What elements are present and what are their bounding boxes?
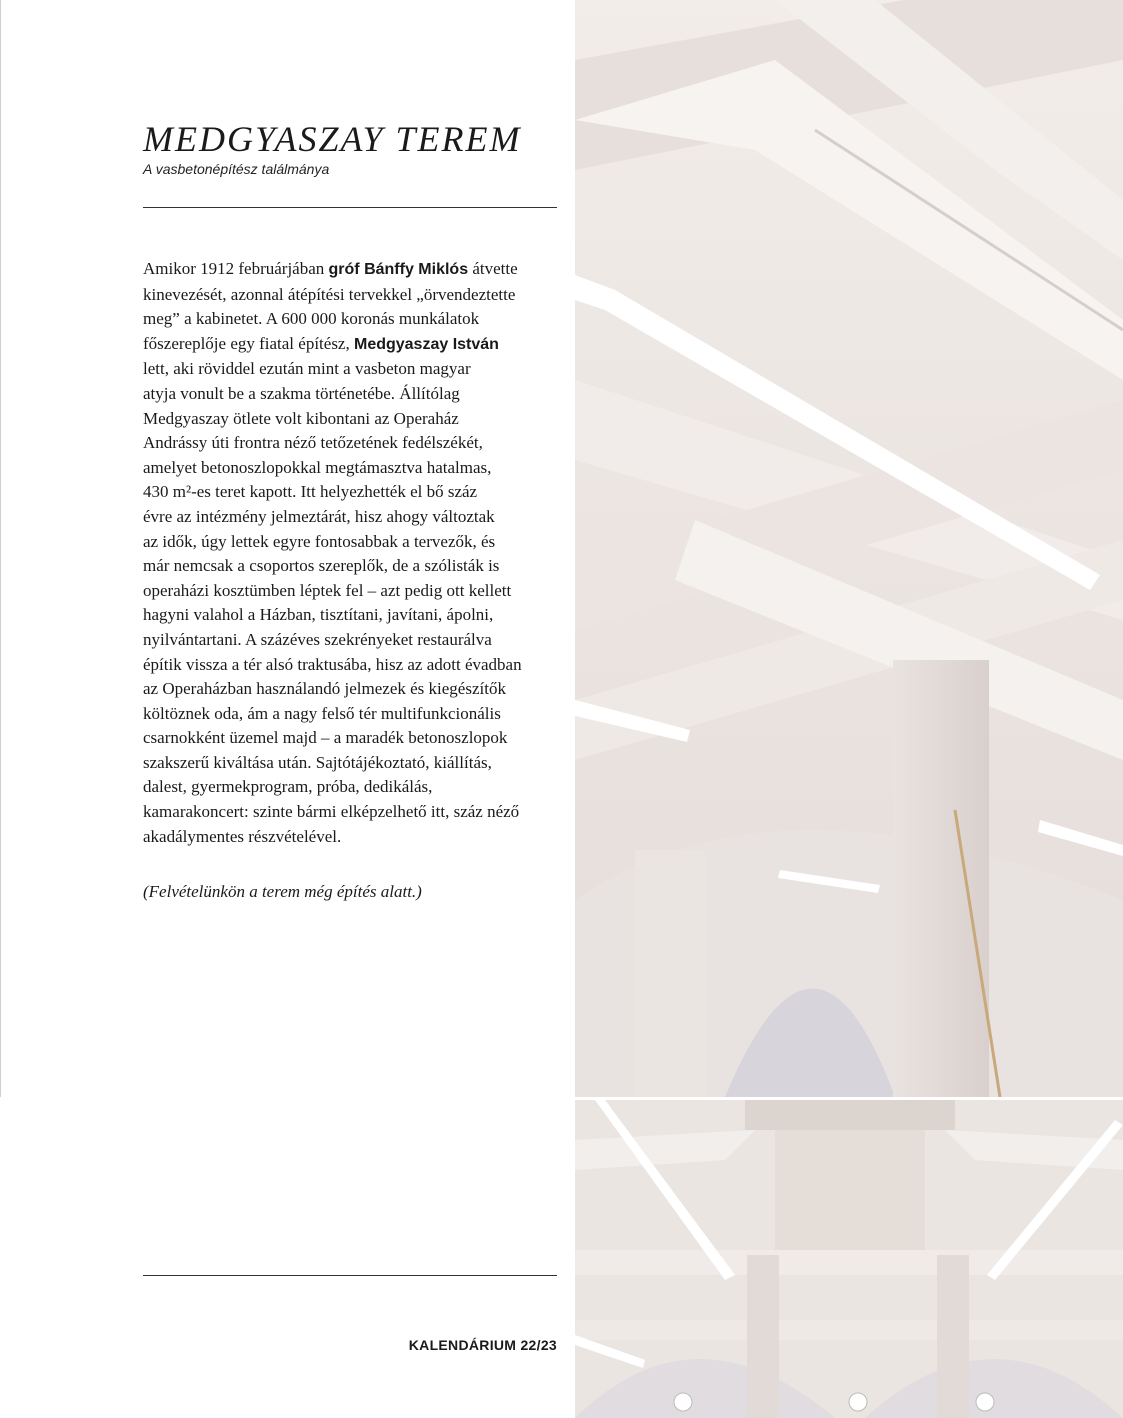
body-line — [143, 653, 563, 678]
body-line — [143, 257, 563, 283]
body-line — [143, 456, 563, 481]
body-run: főszereplője egy fiatal építész, — [143, 333, 354, 353]
body-line — [143, 800, 563, 825]
body-line — [143, 505, 563, 530]
body-line — [143, 382, 563, 407]
body-run: operaházi kosztümben léptek fel – azt pedig ott kellett — [143, 580, 512, 600]
magazine-footer: KALENDÁRIUM 22/23 — [408, 1337, 557, 1353]
body-run: átvette — [468, 259, 518, 278]
photo-caption: (Felvételünkön a terem még építés alatt.) — [143, 882, 422, 901]
article-subtitle: A vasbetonépítész találmánya — [143, 161, 330, 177]
body-line — [143, 554, 563, 579]
body-run: kinevezését, azonnal átépítési tervekkel „örvendeztette — [143, 284, 516, 304]
body-run: kamarakoncert: szinte bármi elképzelhető itt, száz néző — [143, 802, 520, 822]
body-run: csarnokként üzemel majd – a maradék betonoszlopok — [143, 728, 508, 748]
body-run: meg” a kabinetet. A 600 000 koronás munkálatok — [143, 309, 480, 329]
highlighted-name: Medgyaszay István — [353, 335, 499, 353]
body-line — [143, 579, 563, 604]
body-run: költöznek oda, ám a nagy felső tér multifunkcionális — [143, 703, 501, 723]
body-line — [143, 751, 563, 776]
body-line — [143, 332, 563, 358]
article-title: MEDGYASZAY TEREM — [143, 119, 522, 159]
body-line — [143, 357, 563, 382]
body-run: szakszerű kiváltása után. Sajtótájékoztató, kiállítás, — [143, 752, 492, 772]
body-run: lett, aki röviddel ezután mint a vasbeton magyar — [143, 359, 471, 379]
body-line — [143, 530, 563, 555]
body-line — [143, 431, 563, 456]
body-line — [143, 628, 563, 653]
article-body — [143, 257, 563, 849]
body-run: atyja vonult be a szakma történetébe. Állítólag — [143, 383, 460, 403]
body-run: az Operaházban használandó jelmezek és kiegészítők — [143, 679, 506, 699]
body-line — [143, 825, 563, 850]
body-line — [143, 283, 563, 308]
body-run: hagyni valahol a Házban, tisztítani, javítani, ápolni, — [143, 605, 494, 625]
page-edge-line — [0, 0, 1, 1097]
body-run: akadálymentes részvételével. — [143, 826, 342, 846]
body-line — [143, 726, 563, 751]
attic-hall-photo-bottom — [575, 1100, 1123, 1418]
body-line — [143, 775, 563, 800]
body-run: már nemcsak a csoportos szereplők, de a szólisták is — [143, 556, 500, 576]
title-divider — [143, 207, 557, 208]
body-run: az idők, úgy lettek egyre fontosabbak a tervezők, és — [143, 531, 496, 551]
body-line — [143, 702, 563, 727]
body-run: Amikor 1912 februárjában — [143, 259, 329, 278]
body-run: 430 m²-es teret kapott. Itt helyezhették el bő száz — [143, 482, 478, 502]
highlighted-name: gróf Bánffy Miklós — [328, 261, 469, 278]
body-run: évre az intézmény jelmeztárát, hisz ahogy változtak — [143, 506, 495, 526]
footer-divider — [143, 1275, 557, 1276]
body-run: dalest, gyermekprogram, próba, dedikálás, — [143, 777, 433, 797]
body-run: Andrássy úti frontra néző tetőzetének fedélszékét, — [143, 433, 483, 453]
body-line — [143, 603, 563, 628]
body-line — [143, 677, 563, 702]
body-run: Medgyaszay ötlete volt kibontani az Operaház — [143, 408, 459, 428]
body-run: nyilvántartani. A százéves szekrényeket restaurálva — [143, 629, 492, 649]
body-run: amelyet betonoszlopokkal megtámasztva hatalmas, — [143, 457, 492, 477]
body-run: építik vissza a tér alsó traktusába, hisz az adott évadban — [143, 654, 522, 674]
body-line — [143, 407, 563, 432]
attic-hall-photo-top — [575, 0, 1123, 1097]
body-line — [143, 307, 563, 332]
body-line — [143, 480, 563, 505]
